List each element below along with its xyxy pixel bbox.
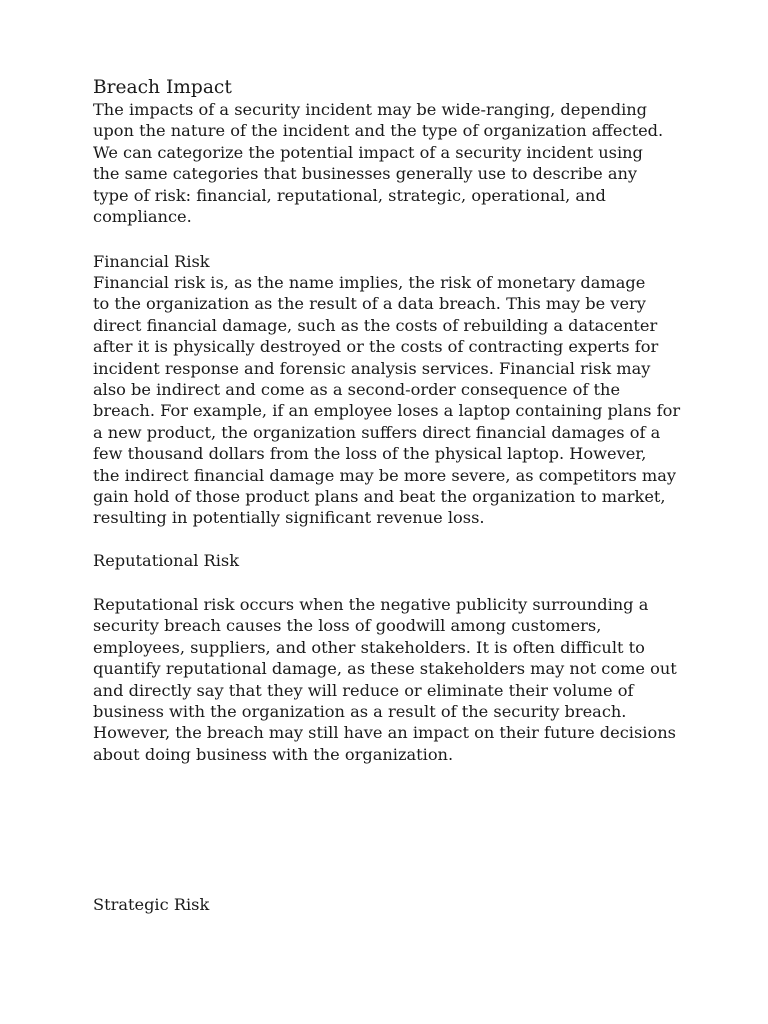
paragraph-line: breach. For example, if an employee loses a laptop containing plans for — [93, 401, 681, 421]
paragraph-line: the same categories that businesses generally use to describe any — [93, 164, 638, 184]
paragraph-line: Reputational risk occurs when the negative publicity surrounding a — [93, 595, 649, 614]
paragraph-line: to the organization as the result of a data breach. This may be very — [93, 294, 646, 314]
paragraph-line: quantify reputational damage, as these stakeholders may not come out — [93, 659, 677, 679]
financial-risk-paragraph — [93, 272, 693, 529]
paragraph-line: the indirect financial damage may be more severe, as competitors may — [93, 465, 677, 485]
paragraph-line: a new product, the organization suffers direct financial damages of a — [93, 422, 661, 442]
paragraph-line: security breach causes the loss of goodwill among customers, — [93, 616, 602, 636]
paragraph-line: However, the breach may still have an impact on their future decisions — [93, 723, 676, 743]
paragraph-line: employees, suppliers, and other stakeholders. It is often difficult to — [93, 637, 645, 657]
reputational-risk-heading: Reputational Risk — [93, 551, 240, 570]
paragraph-line: upon the nature of the incident and the type of organization affected. — [93, 121, 664, 141]
paragraph-line: gain hold of those product plans and beat the organization to market, — [93, 486, 666, 506]
strategic-risk-heading: Strategic Risk — [93, 895, 210, 914]
paragraph-line: We can categorize the potential impact of a security incident using — [93, 142, 643, 162]
reputational-risk-paragraph — [93, 594, 693, 765]
paragraph-line: after it is physically destroyed or the costs of contracting experts for — [93, 337, 659, 357]
paragraph-line: compliance. — [93, 206, 192, 226]
paragraph-line: incident response and forensic analysis services. Financial risk may — [93, 358, 651, 378]
document-title: Breach Impact — [93, 77, 232, 98]
paragraph-line: resulting in potentially significant revenue loss. — [93, 508, 485, 528]
paragraph-line: type of risk: financial, reputational, strategic, operational, and — [93, 185, 606, 205]
paragraph-line: about doing business with the organization. — [93, 744, 454, 764]
intro-paragraph — [93, 99, 693, 227]
paragraph-line: direct financial damage, such as the costs of rebuilding a datacenter — [93, 315, 658, 335]
paragraph-line: few thousand dollars from the loss of the physical laptop. However, — [93, 444, 647, 464]
financial-risk-heading: Financial Risk — [93, 252, 210, 271]
paragraph-line: Financial risk is, as the name implies, the risk of monetary damage — [93, 273, 646, 292]
paragraph-line: and directly say that they will reduce or eliminate their volume of — [93, 680, 634, 700]
paragraph-line: business with the organization as a result of the security breach. — [93, 701, 627, 721]
paragraph-line: The impacts of a security incident may be wide-ranging, depending — [93, 100, 648, 119]
paragraph-line: also be indirect and come as a second-order consequence of the — [93, 379, 621, 399]
